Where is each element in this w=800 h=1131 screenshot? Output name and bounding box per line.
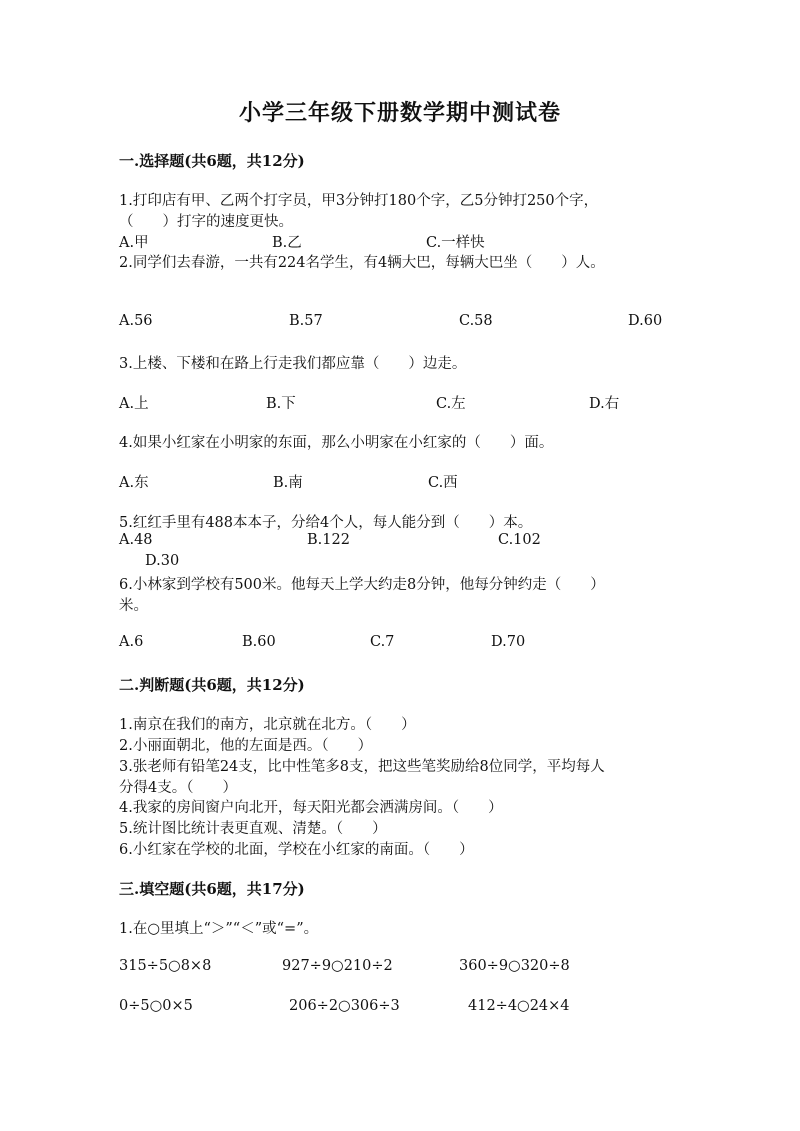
page-title: 小学三年级下册数学期中测试卷 xyxy=(238,100,561,126)
option: C.左 xyxy=(436,396,466,412)
question-text: 1.打印店有甲、乙两个打字员，甲3分钟打180个字，乙5分钟打250个字， xyxy=(119,193,599,209)
question-text: 4.如果小红家在小明家的东面，那么小明家在小红家的（ ）面。 xyxy=(119,435,554,451)
option: C.一样快 xyxy=(426,235,485,251)
option: A.6 xyxy=(119,634,144,650)
question-text: 2.同学们去春游，一共有224名学生，有4辆大巴，每辆大巴坐（ ）人。 xyxy=(119,255,605,271)
option: A.东 xyxy=(119,475,149,491)
list-item: 6.小红家在学校的北面，学校在小红家的南面。（ ） xyxy=(119,842,474,858)
option: C.西 xyxy=(428,475,458,491)
expression: 360÷9○320÷8 xyxy=(459,958,570,974)
list-item: 2.小丽面朝北，他的左面是西。（ ） xyxy=(119,738,373,754)
expression: 206÷2○306÷3 xyxy=(289,998,400,1014)
list-item: 分得4支。（ ） xyxy=(119,780,237,796)
option: A.56 xyxy=(119,313,153,329)
option: B.南 xyxy=(273,475,303,491)
list-item: 4.我家的房间窗户向北开，每天阳光都会洒满房间。（ ） xyxy=(119,800,503,816)
option: B.122 xyxy=(307,532,350,548)
option: A.甲 xyxy=(119,235,149,251)
question-text: 6.小林家到学校有500米。他每天上学大约走8分钟，他每分钟约走（ ） xyxy=(119,577,605,593)
option: C.102 xyxy=(498,532,541,548)
option: A.上 xyxy=(119,396,149,412)
option: D.60 xyxy=(628,313,663,329)
option: B.乙 xyxy=(272,235,302,251)
expression: 0÷5○0×5 xyxy=(119,998,193,1014)
option: D.30 xyxy=(145,553,180,569)
expression: 927÷9○210÷2 xyxy=(282,958,393,974)
section-heading-fill: 三.填空题(共6题，共17分) xyxy=(119,880,305,898)
section-heading-choice: 一.选择题(共6题，共12分) xyxy=(119,152,305,170)
question-text: 米。 xyxy=(119,598,148,614)
option: C.7 xyxy=(370,634,395,650)
option: D.70 xyxy=(491,634,526,650)
option: B.57 xyxy=(289,313,323,329)
question-text: 3.上楼、下楼和在路上行走我们都应靠（ ）边走。 xyxy=(119,356,467,372)
question-text: 5.红红手里有488本本子，分给4个人，每人能分到（ ）本。 xyxy=(119,515,533,531)
option: D.右 xyxy=(589,396,620,412)
expression: 412÷4○24×4 xyxy=(468,998,570,1014)
option: B.下 xyxy=(266,396,296,412)
question-text: 1.在○里填上“＞”“＜”或“=”。 xyxy=(119,921,319,937)
question-text: （ ）打字的速度更快。 xyxy=(119,214,293,230)
list-item: 1.南京在我们的南方，北京就在北方。（ ） xyxy=(119,717,416,733)
section-heading-judgement: 二.判断题(共6题，共12分) xyxy=(119,676,305,694)
list-item: 3.张老师有铅笔24支，比中性笔多8支，把这些笔奖励给8位同学，平均每人 xyxy=(119,759,605,775)
option: B.60 xyxy=(242,634,276,650)
expression: 315÷5○8×8 xyxy=(119,958,212,974)
list-item: 5.统计图比统计表更直观、清楚。（ ） xyxy=(119,821,387,837)
option: C.58 xyxy=(459,313,493,329)
option: A.48 xyxy=(119,532,153,548)
